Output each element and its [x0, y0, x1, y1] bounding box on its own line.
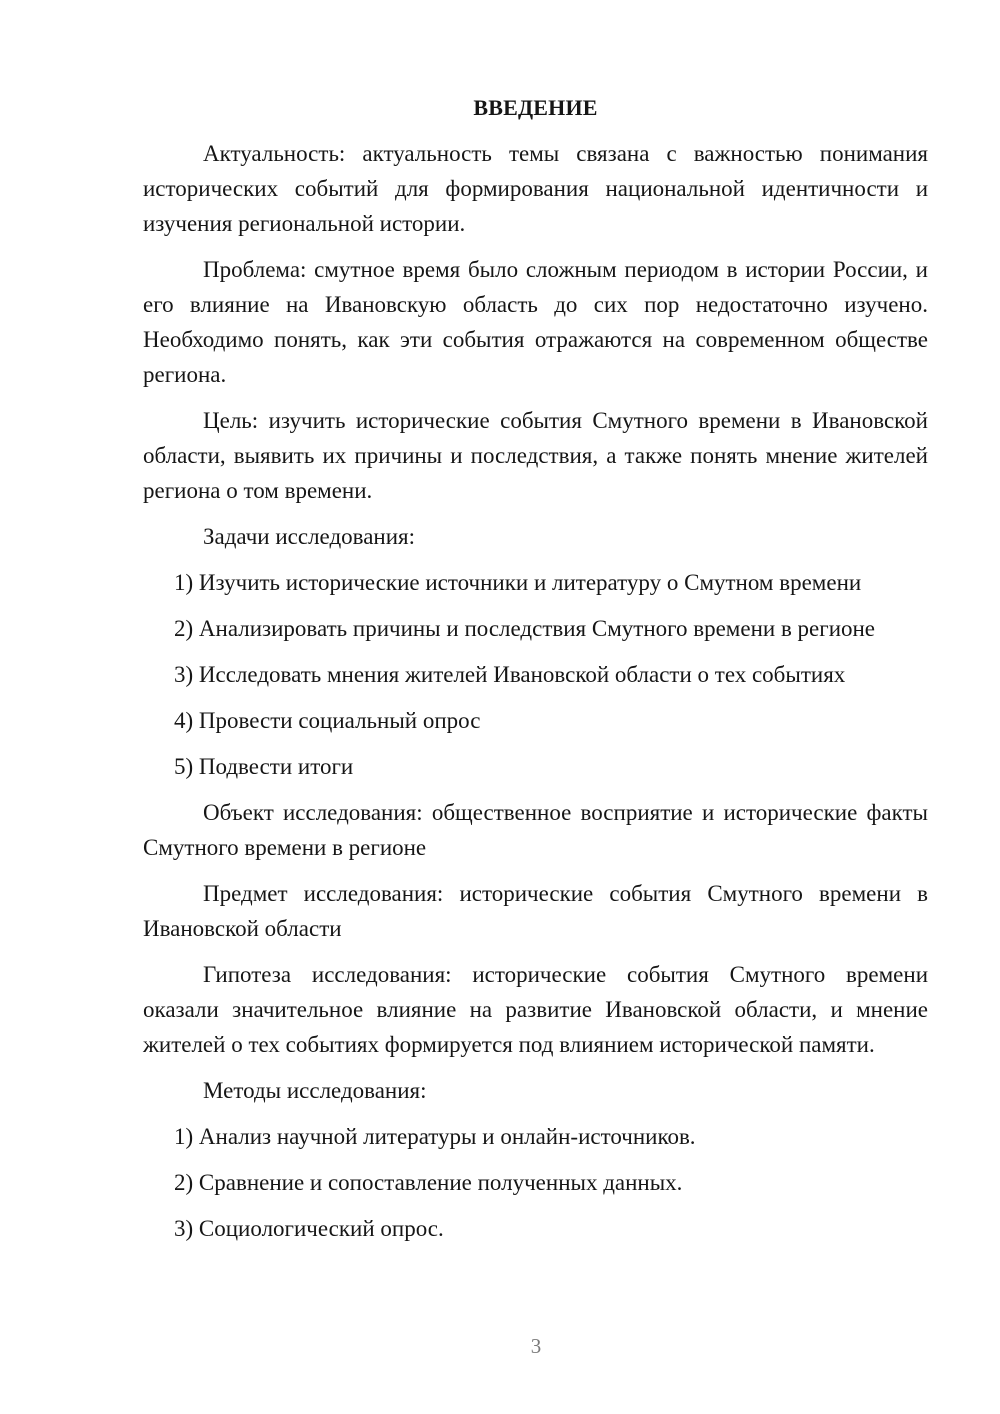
paragraph-tasks-heading: Задачи исследования: — [203, 524, 416, 549]
paragraph-problem: Проблема: смутное время было сложным периодом в истории России, и его влияние на Ивановскую область до сих пор недостаточно изучено. Необходимо понять, как эти события отражаются на современном обществе региона. — [143, 257, 928, 387]
task-item-4: 4) Провести социальный опрос — [174, 708, 481, 733]
method-item-3: 3) Социологический опрос. — [174, 1216, 444, 1241]
page-content — [143, 90, 928, 1257]
method-item-1: 1) Анализ научной литературы и онлайн-источников. — [174, 1124, 696, 1149]
task-item-3: 3) Исследовать мнения жителей Ивановской области о тех событиях — [174, 662, 846, 687]
paragraph-object: Объект исследования: общественное восприятие и исторические факты Смутного времени в регионе — [143, 800, 928, 860]
task-item-5: 5) Подвести итоги — [174, 754, 354, 779]
paragraph-relevance: Актуальность: актуальность темы связана с важностью понимания исторических событий для формирования национальной идентичности и изучения региональной истории. — [143, 141, 928, 236]
method-item-2: 2) Сравнение и сопоставление полученных данных. — [174, 1170, 683, 1195]
paragraph-hypothesis: Гипотеза исследования: исторические события Смутного времени оказали значительное влияние на развитие Ивановской области, и мнение жителей о тех событиях формируется под влиянием исторической памяти. — [143, 962, 928, 1057]
page-number: 3 — [530, 1334, 542, 1358]
paragraph-methods-heading: Методы исследования: — [203, 1078, 427, 1103]
section-title: ВВЕДЕНИЕ — [473, 95, 598, 120]
task-item-1: 1) Изучить исторические источники и литературу о Смутном времени — [174, 570, 862, 595]
paragraph-goal: Цель: изучить исторические события Смутного времени в Ивановской области, выявить их причины и последствия, а также понять мнение жителей региона о том времени. — [143, 408, 928, 503]
task-item-2: 2) Анализировать причины и последствия Смутного времени в регионе — [174, 616, 876, 641]
paragraph-subject: Предмет исследования: исторические события Смутного времени в Ивановской области — [143, 881, 928, 941]
